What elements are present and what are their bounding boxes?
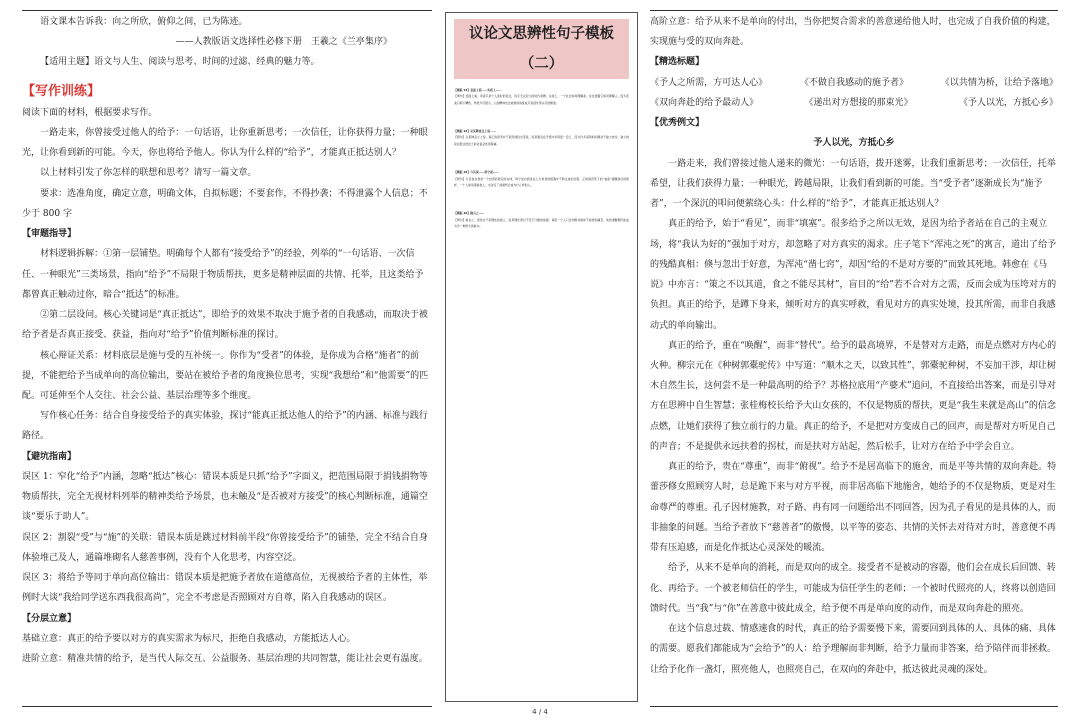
template-25-heading: 【模板 25】与其说……毋宁说……	[454, 170, 499, 175]
guide-heading: 【审题指导】	[22, 229, 77, 240]
titles-heading: 【精选标题】	[650, 57, 705, 68]
advanced-stance: 高阶立意：给予从来不是单向的付出，当你把契合需求的善意递给他人时，也完成了自我价值的构建，实现施与受的双向奔赴。	[650, 17, 1056, 48]
title-option: 《递出对方想接的那束光》	[804, 97, 913, 108]
template-23-example: 【例句】表面上看，审美只是个人喜好的表达，似乎无关宏大的时代命题；实质上，一个社会如何理解美，往往透露它如何理解人，因为若美只剩下精致、昂贵与可展示，人的精神也会被悄悄训练成只追逐外部认可的橱窗。	[454, 94, 629, 105]
template-box	[445, 12, 638, 702]
essay-para-5: 给予，从来不是单向的消耗，而是双向的成全。接受者不是被动的容器，他们会在成长后回馈、转化、再给予。一个被老师信任的学生，可能成为信任学生的老师；一个被时代照亮的人，终将以创造回馈时代。当“我”与“你”在善意中彼此成全，给予便不再是单向度的动作，而是双向奔赴的照亮。	[650, 563, 1056, 614]
template-26-example: 【例句】换言之，感性并不是理性的敌人，而是理性得以不至于冷酷的前提；倘若一个人只会判断对错却不能感知痛苦，他的清醒便可能成为另一种形式的麻木。	[454, 217, 629, 228]
writing-section-title: 【写作训练】	[22, 83, 101, 99]
template-25-example: 【例句】与其说自我是一个封闭而稳定的实体，毋宁说自我是在人与他者的相遇中不断生成的过程，正如鲁迅笔下的“看客”提醒我们的那样，一个人如何观看他人，也决定了他最终会成为什么样的人。	[454, 176, 629, 187]
avoid-item-2: 误区 2：割裂“受”与“施”的关联：错误本质是跳过材料前半段“你曾接受给予”的铺垫，完全不结合自身体验堆己及人，通篇堆砌名人慈善事例，没有个人化思考，内容空泛。	[22, 532, 428, 563]
essay-para-4: 真正的给予，贵在“尊重”，而非“俯视”。给予不是居高临下的施舍，而是平等共情的双向奔赴。特蕾莎修女照顾穷人时，总是跪下来与对方平视，而非居高临下地施舍，她给予的不仅是物质，更是对生命尊严的尊重。孔子因材施教，对子路、冉有同一问题给出不同回答，因为孔子看见的是具体的人，而非抽象的问题。当给予者放下“慈善者”的傲慢，以平等的姿态、共情的关怀去对待对方时，善意便不再带有压迫感，而是化作抵达心灵深处的暖流。	[650, 462, 1057, 554]
prompt-question: 以上材料引发了你怎样的联想和思考？请写一篇文章。	[40, 168, 257, 179]
avoid-item-1: 误区 1：窄化“给予”内涵，忽略“抵达”核心：错误本质是只抓“给予”字面义，把范围局限于捐钱捐物等物质帮扶，完全无视材料列举的精神类给予场景，也未触及“是否被对方接受”的核心判断标准，通篇空谈“要乐于助人”。	[22, 471, 428, 523]
stance-advanced: 进阶立意：精准共情的给予，是当代人际交互、公益服务、基层治理的共同智慧，能让社会更有温度。	[22, 654, 428, 665]
title-option: 《予人之所需，方可达人心》	[650, 77, 768, 88]
template-24-heading: 【模板 24】从某种意义上说……	[454, 129, 496, 134]
page-number: 4 / 4	[532, 708, 548, 716]
title-option: 《不做自我感动的施予者》	[799, 77, 909, 88]
essay-para-1: 一路走来，我们曾接过他人递来的微光：一句话语，拨开迷雾，让我们重新思考；一次信任，托举希望，让我们获得力量；一种眼光，跨越局限，让我们看到新的可能。当“受予者”逐渐成长为“施予者”，一个深沉的叩问便萦绕心头：什么样的“给予”，才能真正抵达别人？	[650, 158, 1056, 210]
stance-heading: 【分层立意】	[22, 613, 77, 624]
essay-heading: 【优秀例文】	[650, 118, 705, 129]
template-box-title: 议论文思辨性句子模板（二）	[454, 19, 629, 79]
stance-basic: 基础立意：真正的给予要以对方的真实需求为标尺，拒绝自我感动，方能抵达人心。	[22, 633, 356, 644]
title-option: 《予人以光，方抵心乡》	[958, 97, 1058, 108]
template-26-heading: 【模板 26】换言之……	[454, 211, 485, 216]
guide-para-4: 写作核心任务：结合自身接受给予的真实体验，探讨“能真正抵达他人的给予”的内涵、标准与践行路径。	[22, 411, 428, 442]
prompt-material: 一路走来，你曾接受过他人的给予：一句话语，让你重新思考；一次信任，让你获得力量；一种眼光，让你看到新的可能。今天，你也将给予他人。你认为什么样的“给予”，才能真正抵达别人？	[22, 127, 428, 159]
guide-para-2: ②第二层设问。核心关键词是“真正抵达”，即给予的效果不取决于施予者的自我感动，而取决于被给予者是否真正接受、获益，指向对“给予”价值判断标准的探讨。	[22, 310, 428, 341]
avoid-heading: 【避坑指南】	[22, 451, 77, 462]
prompt-requirements: 要求：选准角度，确定立意，明确文体，自拟标题；不要套作，不得抄袭；不得泄露个人信息；不少于 800 字	[22, 188, 428, 219]
theme-line: 【适用主题】语文与人生、阅读与思考、时间的过滤、经典的魅力等。	[40, 57, 320, 68]
quote-intro: 语文课本告诉我：向之所欣，俯仰之间，已为陈迹。	[40, 17, 248, 27]
avoid-item-3: 误区 3：将给予等同于单向高位输出：错误本质是把施予者放在道德高位，无视被给予者的主体性，举例时大谈“我给同学送东西我很高尚”，完全不考虑是否照顾对方自尊，陷入自我感动的误区。	[22, 573, 428, 604]
title-option: 《双向奔赴的给予最动人》	[650, 97, 759, 108]
template-23-heading: 【模板 23】表面上看……实质上……	[454, 88, 502, 92]
template-24-example: 【例句】从某种意义上说，真正的思考并不是迅速给出答案，而是愿意在矛盾中多停留一会儿，因为许多深刻的问题并不缺少结论，缺少的是在抵达结论之前对复杂性的尊重。	[454, 135, 629, 146]
top-rule-left	[22, 10, 432, 11]
essay-para-6: 在这个信息过载、情感速食的时代，真正的给予需要慢下来，需要回到具体的人、具体的痛、具体的需要。愿我们都能成为“会给予”的人：给予理解而非判断，给予力量而非答案，给予陪伴而非拯救。让给予化作一盏灯，照亮他人，也照亮自己，在双向的奔赴中，抵达彼此灵魂的深处。	[650, 624, 1056, 675]
bottom-rule-right	[650, 706, 1058, 707]
guide-para-3: 核心辩证关系：材料底层是施与受的互补统一。你作为“受者”的体验，是你成为合格“施者”的前提，不能把给予当成单向的高位输出，要站在被给予者的角度换位思考，实现“我想给”和“他需要”的匹配。可延伸至个人交往、社会公益、基层治理等多个维度。	[22, 350, 429, 401]
top-rule-right	[650, 10, 1058, 11]
quote-source: ——人教版语文选择性必修下册 王羲之《兰亭集序》	[175, 37, 392, 48]
left-column	[22, 12, 432, 669]
prompt-intro: 阅读下面的材料，根据要求写作。	[22, 107, 158, 118]
title-row-2	[650, 93, 1058, 113]
bottom-rule-left	[22, 706, 432, 707]
right-column	[650, 12, 1058, 680]
title-option: 《以共情为桥，让给予落地》	[940, 77, 1058, 88]
essay-para-2: 真正的给予，始于“看见”，而非“填塞”。很多给予之所以无效，是因为给予者站在自己的主观立场，将“我认为好的”强加于对方，却忽略了对方真实的渴求。庄子笔下“浑沌之死”的寓言，道出了给予的残酷真相：倏与忽出于好意，为浑沌“凿七窍”，却因“给的不是对方要的”而致其死地。韩愈在《马说》中亦言：“策之不以其道，食之不能尽其材”，盲目的“给”若不合对方之需，反而会成为压垮对方的负担。真正的给予，是蹲下身来，倾听对方的真实呼救，看见对方的真实处境，投其所需，而非自我感动式的单向输出。	[650, 219, 1057, 331]
title-row-1	[650, 73, 1058, 93]
guide-para-1: 材料逻辑拆解：①第一层铺垫。明确每个人都有“接受给予”的经验，列举的“一句话语、一次信任、一种眼光”三类场景，指向“给予”不局限于物质帮扶，更多是精神层面的共情、托举，且这类给予都曾真正触动过你，暗合“抵达”的标准。	[22, 249, 424, 300]
essay-para-3: 真正的给予，重在“唤醒”，而非“替代”。给予的最高境界，不是替对方走路，而是点燃对方内心的火种。柳宗元在《种树郭橐驼传》中写道：“顺木之天，以致其性”，郭橐驼种树，不妄加干涉，却让树木自然生长，这何尝不是一种最高明的给予？苏格拉底用“产婆术”追问，不直接给出答案，而是引导对方在思辨中自生智慧；张桂梅校长给予大山女孩的，不仅是物质的帮扶，更是“我生来就是高山”的信念点燃，让她们获得了独立前行的力量。真正的给予，不是把对方变成自己的回声，而是帮对方听见自己的声音；不是提供永远扶着的拐杖，而是扶对方站起，然后松手，让对方在给予中学会自立。	[650, 340, 1057, 452]
essay-title: 予人以光，方抵心乡	[813, 138, 895, 149]
